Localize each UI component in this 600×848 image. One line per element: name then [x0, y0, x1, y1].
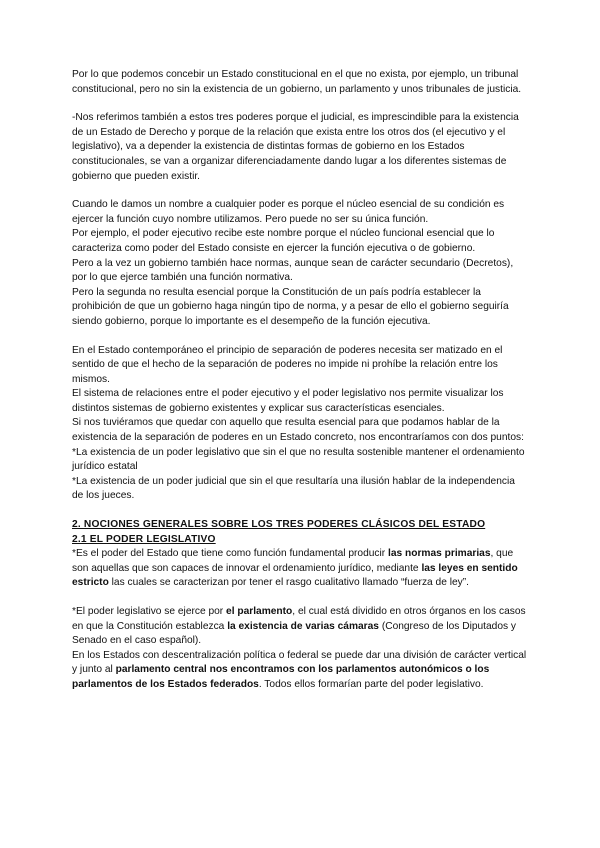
paragraph: El sistema de relaciones entre el poder ejecutivo y el poder legislativo nos permite visualizar los distintos sistemas de gobierno existentes y explicar sus características esenciales. [72, 388, 504, 414]
document-body [72, 68, 528, 693]
bold-text: las leyes en sentido estricto [72, 562, 518, 589]
text-run: (Congreso de los Diputados y Senado en el caso español). [72, 620, 517, 647]
paragraph: Por lo que podemos concebir un Estado constitucional en el que no exista, por ejemplo, un tribunal constitucional, pero no sin la existencia de un gobierno, un parlamento y unos tribunales de justicia. [72, 69, 522, 95]
text-run: . Todos ellos formarían parte del poder legislativo. [258, 678, 484, 690]
paragraph: Cuando le damos un nombre a cualquier poder es porque el núcleo esencial de su condición es ejercer la función cuyo nombre utilizamos. Pero puede no ser su única función. [72, 199, 505, 225]
paragraph: -Nos referimos también a estos tres poderes porque el judicial, es imprescindible para la existencia de un Estado de Derecho y porque de la relación que exista entre los otros dos (el ejecutivo y el legislativo), va a depender la existencia de distintas formas de gobierno en los Estados constitucionales, se van a organizar diferenciadamente dando lugar a los diferentes sistemas de gobierno que pueden existir. [72, 112, 519, 182]
paragraph-gap [72, 184, 528, 198]
text-run: *Es el poder del Estado que tiene como función fundamental producir [72, 548, 389, 560]
paragraph-legislative-function [72, 547, 528, 591]
paragraph: Por ejemplo, el poder ejecutivo recibe este nombre porque el núcleo funcional esencial que lo caracteriza como poder del Estado consiste en ejercer la función ejecutiva o de gobierno. [72, 228, 495, 254]
text-run: En los Estados con descentralización política o federal se puede dar una división de carácter vertical y junto al [72, 649, 527, 676]
paragraph: En el Estado contemporáneo el principio de separación de poderes necesita ser matizado en el sentido de que el hecho de la separación de poderes no impide ni prohíbe la relación entre los mismos. [72, 344, 503, 385]
section-heading: 2. NOCIONES GENERALES SOBRE LOS TRES PODERES CLÁSICOS DEL ESTADO [72, 519, 486, 531]
paragraph-parliament [72, 605, 528, 649]
bold-text: parlamento central nos encontramos con los parlamentos autonómicos o los parlamentos de los Estados federados [72, 664, 490, 690]
paragraph-gap [72, 591, 528, 605]
bold-text: el parlamento [226, 606, 293, 617]
subsection-heading: 2.1 EL PODER LEGISLATIVO [72, 533, 216, 545]
bullet-item: *La existencia de un poder judicial que sin el que resultaría una ilusión hablar de la independencia de los jueces. [72, 475, 515, 502]
text-run: las cuales se caracterizan por tener el rasgo cualitativo llamado “fuerza de ley”. [108, 577, 469, 589]
paragraph: Pero la segunda no resulta esencial porque la Constitución de un país podría establecer la prohibición de que un gobierno haga ningún tipo de norma, y a pesar de ello el gobierno seguiría siendo gobierno, porque lo importante es el desempeño de la función ejecutiva. [72, 286, 509, 327]
paragraph: Si nos tuviéramos que quedar con aquello que resulta esencial para que podamos hablar de la existencia de la separación de poderes en un Estado concreto, nos encontraríamos con dos puntos: [72, 417, 524, 444]
bullet-item: *La existencia de un poder legislativo que sin el que no resulta sostenible mantener el ordenamiento jurídico estatal [72, 446, 525, 473]
bold-text: las normas primarias [388, 548, 491, 560]
bold-text: la existencia de varias cámaras [227, 620, 379, 632]
text-run: , que son aquellas que son capaces de innovar el ordenamiento jurídico, mediante [72, 548, 514, 574]
text-run: , el cual está dividido en otros órganos en los casos en que la Constitución establezca [72, 606, 526, 632]
text-run: *El poder legislativo se ejerce por [72, 606, 227, 617]
paragraph-gap [72, 97, 528, 111]
paragraph: Pero a la vez un gobierno también hace normas, aunque sean de carácter secundario (Decretos), por lo que ejerce también una función normativa. [72, 257, 514, 284]
paragraph-gap [72, 330, 528, 344]
paragraph-federal [72, 649, 528, 693]
paragraph-gap [72, 504, 528, 518]
